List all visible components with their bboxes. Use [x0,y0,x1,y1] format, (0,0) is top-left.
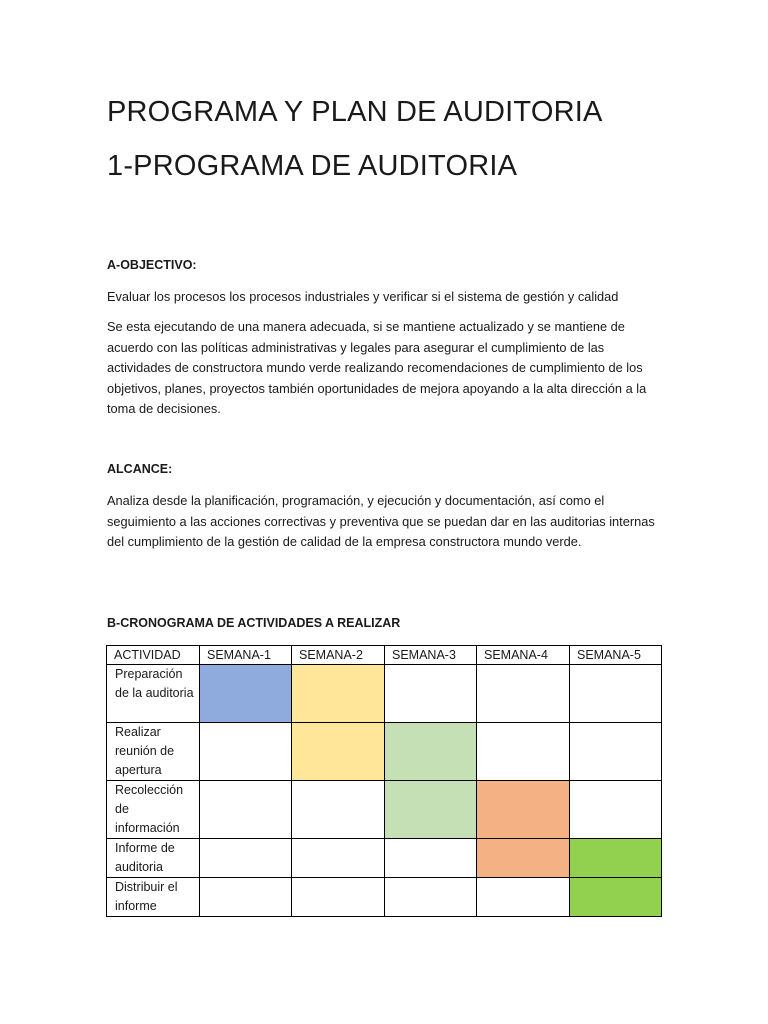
week-cell [292,781,385,839]
objetivo-heading: A-OBJECTIVO: [107,258,197,272]
week-cell [200,781,292,839]
header-semana-4: SEMANA-4 [477,646,570,665]
alcance-paragraph: Analiza desde la planificación, programación, y ejecución y documentación, así como el seguimiento a las acciones correctivas y preventiva que se puedan dar en las auditorias internas del cumplimiento de la gestión de calidad de la empresa constructora mundo verde. [107,493,655,549]
section-title: 1-PROGRAMA DE AUDITORIA [107,150,518,182]
week-cell [385,839,477,878]
activity-cell: Preparación de la auditoria [107,665,200,723]
activity-cell: Informe de auditoria [107,839,200,878]
table-row [107,781,662,839]
week-cell [385,878,477,917]
week-cell [200,839,292,878]
activity-cell: Realizar reunión de apertura [107,723,200,781]
alcance-heading: ALCANCE: [107,462,173,476]
activity-cell: Distribuir el informe [107,878,200,917]
week-cell [292,839,385,878]
week-cell [200,878,292,917]
week-cell [385,665,477,723]
week-cell [477,723,570,781]
header-actividad: ACTIVIDAD [107,646,200,665]
week-cell [477,781,570,839]
header-semana-5: SEMANA-5 [570,646,662,665]
week-cell [570,723,662,781]
table-header-row [107,646,662,665]
week-cell [570,781,662,839]
week-cell [477,878,570,917]
week-cell [385,781,477,839]
cronograma-heading: B-CRONOGRAMA DE ACTIVIDADES A REALIZAR [107,616,401,630]
week-cell [570,878,662,917]
header-semana-2: SEMANA-2 [292,646,385,665]
week-cell [200,665,292,723]
week-cell [292,723,385,781]
week-cell [200,723,292,781]
objetivo-paragraph-1: Evaluar los procesos los procesos industriales y verificar si el sistema de gestión y calidad [107,289,619,304]
header-semana-1: SEMANA-1 [200,646,292,665]
week-cell [292,665,385,723]
table-row [107,878,662,917]
week-cell [477,665,570,723]
week-cell [292,878,385,917]
week-cell [570,839,662,878]
week-cell [385,723,477,781]
table-row [107,839,662,878]
header-semana-3: SEMANA-3 [385,646,477,665]
table-row [107,723,662,781]
week-cell [477,839,570,878]
objetivo-paragraph-2: Se esta ejecutando de una manera adecuada, si se mantiene actualizado y se mantiene de acuerdo con las políticas administrativas y legales para asegurar el cumplimiento de las actividades de constructora mundo verde realizando recomendaciones de cumplimiento de los objetivos, planes, proyectos también oportunidades de mejora apoyando a la alta dirección a la toma de decisiones. [107,319,647,416]
schedule-table [106,645,662,917]
document-title: PROGRAMA Y PLAN DE AUDITORIA [107,96,603,128]
table-row [107,665,662,723]
week-cell [570,665,662,723]
activity-cell: Recolección de información [107,781,200,839]
